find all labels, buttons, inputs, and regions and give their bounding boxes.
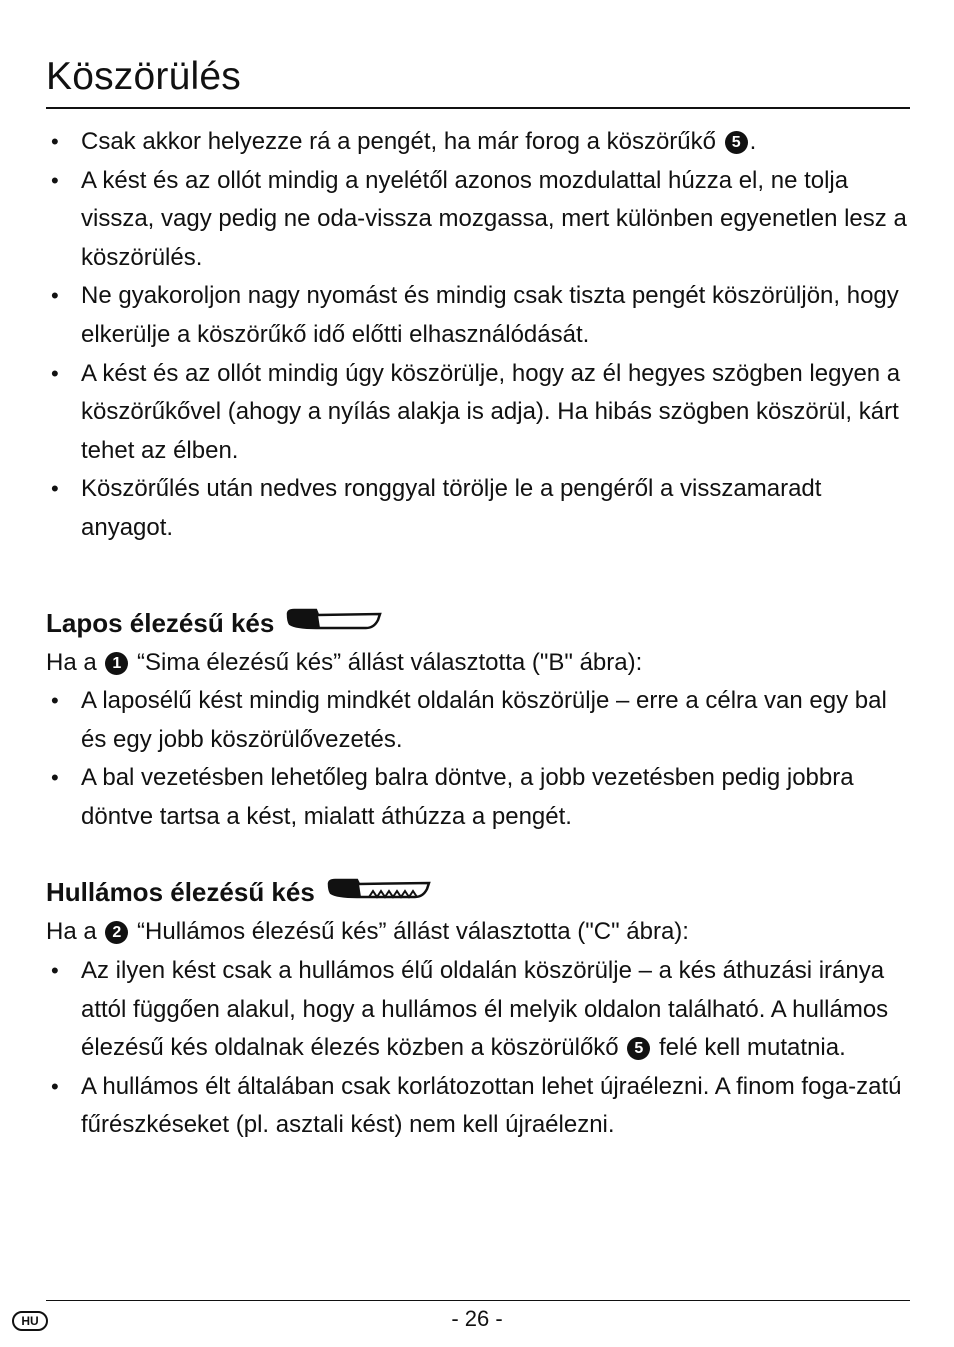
list-item [46,355,910,471]
number-5-marker: 5 [627,1037,650,1060]
list-item [46,470,910,547]
bullet-text: felé kell mutatnia. [652,1034,846,1062]
list-item [46,277,910,354]
bullet-text: Csak akkor helyezze rá a pengét, ha már forog a köszörűkő [81,128,723,155]
section-heading-serrated [46,875,433,909]
list-item [46,1068,910,1145]
bullet-icon: • [51,958,59,983]
bullet-text: A kést és az ollót mindig a nyelétől azonos mozdulattal húzza el, ne tolja vissza, vagy pedig ne oda-vissza mozgassa, mert különben egyenetlen lesz a köszörülés. [81,166,907,271]
bullet-icon: • [51,1073,59,1099]
lead-text: Ha a [46,649,104,676]
bullet-icon: • [51,765,59,791]
bullet-text: Az ilyen kést csak a hullámos élű oldalán köszörülje – a kés áthuzási iránya attól függően alakul, hogy a hullámos él melyik oldalon található. A hullámos élezésű kés oldalnak élezés közben a köszörülőkő [81,957,889,1062]
bullet-icon: • [51,283,59,309]
number-2-marker: 2 [105,921,128,944]
flat-bullet-list [46,682,910,836]
lead-text: “Hullámos élezésű kés” állást választotta ("C" ábra): [130,918,689,945]
bullet-text: A kést és az ollót mindig úgy köszörülje, hogy az él hegyes szögben legyen a köszörűkővel (ahogy a nyílás alakja is adja). Ha hibás szögben köszörül, kárt tehet az élben. [81,359,901,464]
list-item [46,123,910,162]
bullet-icon: • [51,129,59,154]
number-1-marker: 1 [105,652,128,675]
bullet-text: A hullámos élt általában csak korlátozottan lehet újraélezni. A finom foga-zatú fűrészkéseket (pl. asztali kést) nem kell újraélezni. [81,1072,902,1139]
serrated-bullet-list [46,952,910,1145]
page-number: - 26 - [451,1306,503,1331]
list-item [46,952,910,1068]
bullet-text: A laposélű kést mindig mindkét oldalán köszörülje – erre a célra van egy bal és egy jobb köszörülővezetés. [81,687,887,753]
intro-bullet-list [46,123,910,548]
language-badge: HU [12,1311,48,1331]
bullet-text: . [749,128,757,155]
bullet-icon: • [51,167,59,193]
section-lead-serrated [46,913,689,951]
serrated-knife-icon [327,875,433,909]
bullet-icon: • [51,476,59,502]
title-divider [46,107,910,109]
bullet-text: Ne gyakoroljon nagy nyomást és mindig csak tiszta pengét köszörüljön, hogy elkerülje a köszörűkő idő előtti elhasználódását. [81,282,899,348]
page-title: Köszörülés [46,55,241,98]
bullet-icon: • [51,360,59,386]
heading-text: Lapos élezésű kés [46,608,275,638]
footer-divider [46,1300,910,1301]
section-lead-flat [46,644,642,682]
number-5-marker: 5 [725,131,748,154]
lead-text: Ha a [46,918,104,945]
list-item [46,162,910,278]
bullet-text: A bal vezetésben lehetőleg balra döntve, a jobb vezetésben pedig jobbra döntve tartsa a kést, mialatt áthúzza a pengét. [81,764,854,830]
list-item [46,759,910,836]
section-heading-flat [46,606,384,640]
heading-text: Hullámos élezésű kés [46,877,315,907]
flat-knife-icon [286,606,384,640]
list-item [46,682,910,759]
lead-text: “Sima élezésű kés” állást választotta ("B" ábra): [130,649,643,676]
bullet-icon: • [51,688,59,713]
bullet-text: Köszörűlés után nedves ronggyal törölje le a pengéről a visszamaradt anyagot. [81,475,822,541]
